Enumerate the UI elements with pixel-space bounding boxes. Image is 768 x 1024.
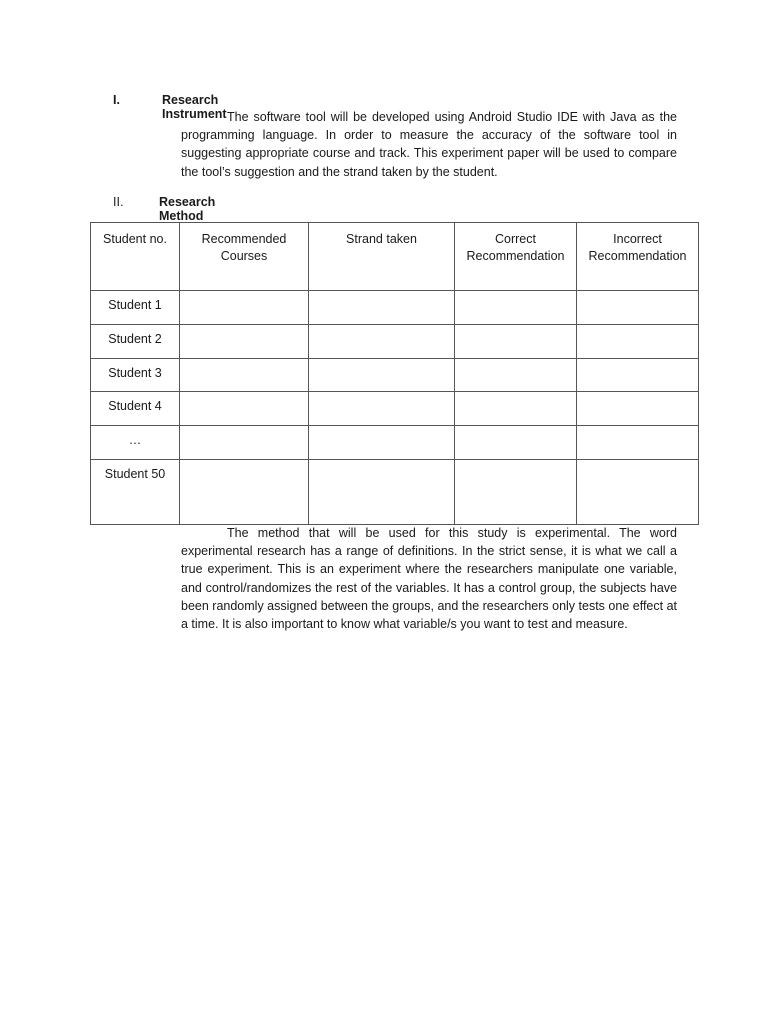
table-cell (309, 460, 455, 525)
section-1-title: Research Instrument (162, 93, 227, 121)
table-cell (180, 291, 309, 325)
table-cell (180, 392, 309, 426)
table-cell (180, 359, 309, 392)
section-2-paragraph: The method that will be used for this study is experimental. The word experimental research has a range of definitions. In the strict sense, it is what we call a true experiment. This is an experiment where the researchers manipulate one variable, and control/randomizes the rest of the variables. It has a control group, the subjects have been randomly assigned between the groups, and the researchers only tests one effect at a time. It is also important to know what variable/s you want to test and measure. (181, 526, 677, 632)
table-cell (577, 460, 699, 525)
table-row (91, 291, 699, 325)
table-cell (309, 392, 455, 426)
research-method-table (90, 222, 699, 525)
table-cell (180, 325, 309, 359)
table-cell (455, 325, 577, 359)
table-row (91, 359, 699, 392)
header-incorrect-recommendation: Incorrect Recommendation (577, 223, 699, 291)
section-1-number: I. (113, 93, 120, 107)
row-label: Student 3 (91, 359, 180, 392)
table-row (91, 426, 699, 460)
header-student-no: Student no. (91, 223, 180, 291)
table-cell (180, 426, 309, 460)
table-cell (577, 426, 699, 460)
row-label: Student 50 (91, 460, 180, 525)
section-2-title: Research Method (159, 195, 216, 223)
table-cell (455, 460, 577, 525)
table-row (91, 325, 699, 359)
section-2-number: II. (113, 195, 124, 209)
table-cell (309, 426, 455, 460)
table-cell (180, 460, 309, 525)
table-cell (309, 359, 455, 392)
row-label: Student 2 (91, 325, 180, 359)
table-row (91, 392, 699, 426)
row-label: … (91, 426, 180, 460)
table-cell (455, 426, 577, 460)
header-strand-taken: Strand taken (309, 223, 455, 291)
table-cell (455, 291, 577, 325)
table-cell (577, 325, 699, 359)
table-header-row (91, 223, 699, 291)
table-cell (577, 392, 699, 426)
table-cell (455, 359, 577, 392)
table-row (91, 460, 699, 525)
table-cell (309, 291, 455, 325)
table-cell (309, 325, 455, 359)
row-label: Student 4 (91, 392, 180, 426)
header-recommended-courses: Recommended Courses (180, 223, 309, 291)
header-correct-recommendation: Correct Recommendation (455, 223, 577, 291)
table-cell (577, 359, 699, 392)
row-label: Student 1 (91, 291, 180, 325)
section-1-paragraph: The software tool will be developed using Android Studio IDE with Java as the programming language. In order to measure the accuracy of the software tool in suggesting appropriate course and track. This experiment paper will be used to compare the tool’s suggestion and the strand taken by the student. (181, 110, 677, 179)
table-cell (577, 291, 699, 325)
table-cell (455, 392, 577, 426)
